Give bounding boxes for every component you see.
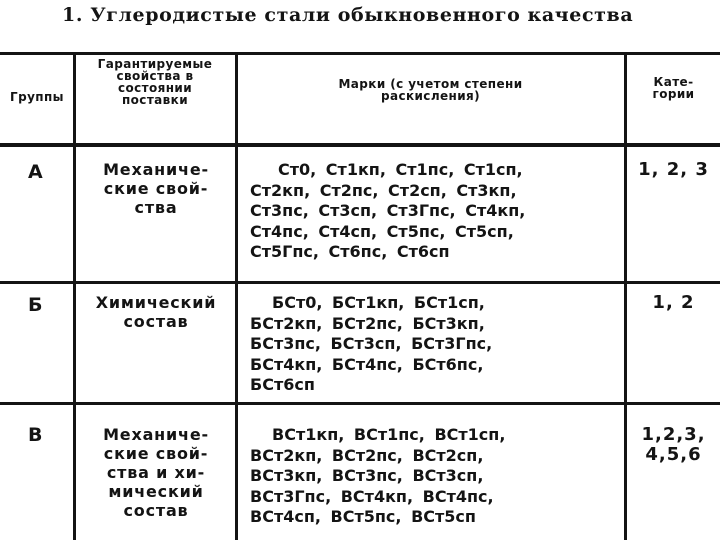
grade-line: Ст2кп, Ст2пс, Ст2сп, Ст3кп,: [250, 180, 517, 200]
row-divider-b-v: [0, 402, 720, 405]
grade-line: ВСт2кп, ВСт2пс, ВСт2сп,: [250, 445, 484, 465]
header-properties: [76, 58, 234, 106]
header-top-rule: [0, 52, 720, 55]
row-b-categories: [627, 293, 720, 313]
grade-line: ВСт3Гпс, ВСт4кп, ВСт4пс,: [250, 486, 494, 506]
header-properties-line: состоянии: [117, 81, 193, 95]
grade-line: БСт3пс, БСт3сп, БСт3Гпс,: [250, 334, 493, 353]
header-categories-line: гории: [652, 87, 695, 101]
grade-line: БСт2кп, БСт2пс, БСт3кп,: [250, 313, 485, 333]
column-divider-1: [73, 52, 76, 540]
grade-line: Ст5Гпс, Ст6пс, Ст6сп: [250, 242, 450, 261]
grade-line: БСт6сп: [250, 375, 315, 394]
header-grades-line: раскисления): [380, 89, 481, 103]
category-line: 1, 2: [652, 292, 695, 313]
category-line: 1, 2, 3: [638, 159, 709, 180]
row-v-grades: [250, 425, 505, 528]
property-line: состав: [123, 501, 189, 520]
grade-line: ВСт3кп, ВСт3пс, ВСт3сп,: [250, 466, 484, 485]
property-line: Механиче-: [103, 160, 209, 179]
column-divider-2: [235, 52, 238, 540]
grade-line: ВСт1кп, ВСт1пс, ВСт1сп,: [272, 425, 506, 444]
row-divider-a-b: [0, 281, 720, 284]
grade-line: Ст3пс, Ст3сп, Ст3Гпс, Ст4кп,: [250, 201, 526, 220]
property-line: ские свой-: [103, 179, 209, 198]
row-v-categories: [627, 425, 720, 465]
header-categories-line: Кате-: [653, 75, 694, 89]
header-groups: Группы: [10, 90, 64, 104]
header-bottom-rule: [0, 143, 720, 147]
row-a-categories: [627, 160, 720, 180]
property-line: мический: [108, 482, 204, 501]
header-categories: [627, 76, 720, 100]
grade-line: БСт4кп, БСт4пс, БСт6пс,: [250, 354, 484, 374]
grade-line: БСт0, БСт1кп, БСт1сп,: [272, 293, 485, 312]
header-properties-line: поставки: [121, 93, 189, 107]
row-v-properties: [78, 425, 234, 520]
property-line: ские свой-: [103, 444, 209, 463]
property-line: Химический: [95, 293, 217, 312]
row-b-grades: [250, 293, 492, 396]
header-grades-line: Марки (с учетом степени: [338, 77, 523, 91]
grade-line: Ст4пс, Ст4сп, Ст5пс, Ст5сп,: [250, 221, 514, 241]
grade-line: ВСт4сп, ВСт5пс, ВСт5сп: [250, 507, 476, 526]
property-line: ства и хи-: [106, 463, 206, 482]
row-a-properties: [78, 160, 234, 217]
row-a-grades: [250, 160, 525, 263]
table-title: 1. Углеродистые стали обыкновенного качества: [62, 4, 634, 26]
header-properties-line: свойства в: [116, 69, 194, 83]
header-grades: [238, 78, 623, 102]
category-line: 1,2,3,: [641, 424, 706, 445]
property-line: ства: [134, 198, 178, 217]
property-line: Механиче-: [103, 425, 209, 444]
property-line: состав: [123, 312, 189, 331]
category-line: 4,5,6: [645, 444, 702, 465]
row-b-properties: [78, 293, 234, 331]
header-properties-line: Гарантируемые: [97, 57, 213, 71]
row-b-group: Б: [28, 294, 43, 316]
row-a-group: А: [28, 161, 43, 183]
grade-line: Ст0, Ст1кп, Ст1пс, Ст1сп,: [278, 160, 523, 179]
row-v-group: В: [28, 424, 43, 446]
